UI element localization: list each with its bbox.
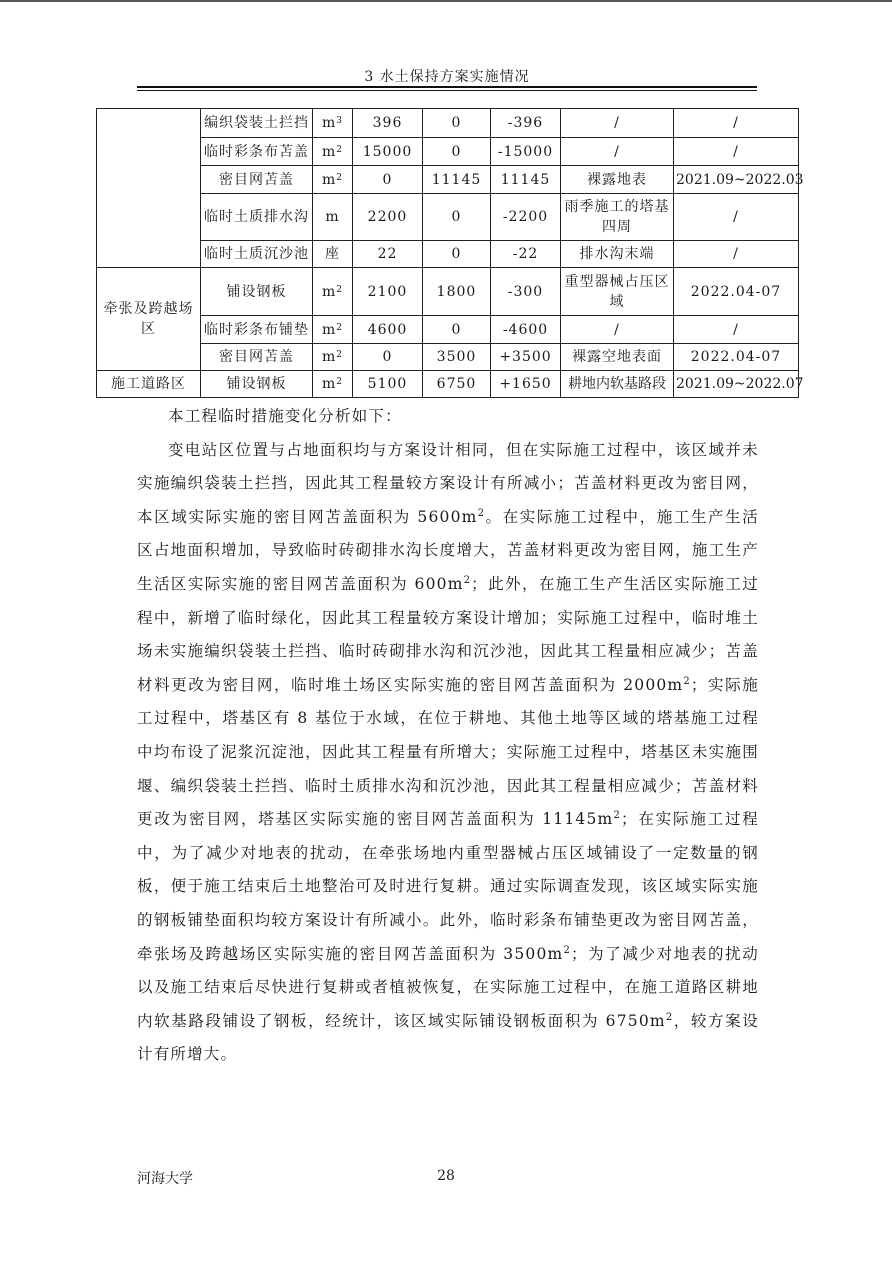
table-row [97,344,799,371]
table-row [97,241,799,268]
unit-cell: 座 [313,241,353,268]
intro-paragraph: 本工程临时措施变化分析如下： [168,407,402,425]
actual-cell: 0 [423,316,491,344]
actual-cell: 0 [423,138,491,166]
unit-cell: $m^2$ [313,138,353,166]
time-cell: / [674,316,799,344]
location-cell: / [561,316,674,344]
location-cell: / [561,109,674,138]
header-rule-thin [137,90,757,91]
measure-cell: 临时彩条布铺垫 [201,316,313,344]
plan-cell: 15000 [353,138,423,166]
table-row [97,371,799,398]
plan-cell: 2200 [353,194,423,241]
time-cell: 2021.09~2022.07 [674,371,799,398]
time-cell: / [674,138,799,166]
time-cell: 2022.04-07 [674,268,799,316]
actual-cell: 1800 [423,268,491,316]
unit-cell: $m^2$ [313,344,353,371]
area-cell: 施工道路区 [97,371,201,398]
change-cell: 11145 [491,166,561,194]
top-border-line [0,0,892,2]
change-cell: -15000 [491,138,561,166]
actual-cell: 6750 [423,371,491,398]
table-row [97,138,799,166]
running-header: 3 水土保持方案实施情况 [364,69,530,85]
plan-cell: 396 [353,109,423,138]
unit-cell: $m^2$ [313,316,353,344]
plan-cell: 0 [353,344,423,371]
temporary-measures-table [96,108,804,398]
measure-cell: 密目网苫盖 [201,166,313,194]
time-cell: / [674,194,799,241]
unit-cell: $m^2$ [313,371,353,398]
measure-cell: 铺设钢板 [201,268,313,316]
plan-cell: 0 [353,166,423,194]
location-cell: 重型器械占压区域 [561,268,674,316]
plan-cell: 5100 [353,371,423,398]
actual-cell: 0 [423,241,491,268]
location-cell: 排水沟末端 [561,241,674,268]
table-row [97,109,799,138]
change-cell: -22 [491,241,561,268]
footer-university: 河海大学 [137,1171,193,1187]
actual-cell: 3500 [423,344,491,371]
area-cell-continued [97,109,201,268]
change-cell: -300 [491,268,561,316]
page-number: 28 [437,1168,455,1184]
measure-cell: 临时土质沉沙池 [201,241,313,268]
plan-cell: 4600 [353,316,423,344]
time-cell: / [674,241,799,268]
area-cell: 牵张及跨越场区 [97,268,201,371]
location-cell: 裸露空地表面 [561,344,674,371]
location-cell: / [561,138,674,166]
measure-cell: 临时彩条布苫盖 [201,138,313,166]
unit-cell: m [313,194,353,241]
change-cell: -2200 [491,194,561,241]
change-cell: -396 [491,109,561,138]
location-cell: 耕地内软基路段 [561,371,674,398]
header-rule-thick [137,86,757,88]
table-row [97,166,799,194]
table-row [97,268,799,316]
location-cell: 雨季施工的塔基四周 [561,194,674,241]
time-cell: 2022.04-07 [674,344,799,371]
time-cell: 2021.09~2022.03 [674,166,799,194]
body-text [137,400,759,1072]
actual-cell: 0 [423,194,491,241]
unit-cell: $m^3$ [313,109,353,138]
change-cell: +1650 [491,371,561,398]
measure-cell: 临时土质排水沟 [201,194,313,241]
measure-cell: 铺设钢板 [201,371,313,398]
actual-cell: 11145 [423,166,491,194]
location-cell: 裸露地表 [561,166,674,194]
table-row [97,194,799,241]
measure-cell: 编织袋装土拦挡 [201,109,313,138]
measure-cell: 密目网苫盖 [201,344,313,371]
plan-cell: 22 [353,241,423,268]
time-cell: / [674,109,799,138]
unit-cell: $m^2$ [313,268,353,316]
table-row [97,316,799,344]
unit-cell: $m^2$ [313,166,353,194]
actual-cell: 0 [423,109,491,138]
change-cell: +3500 [491,344,561,371]
change-cell: -4600 [491,316,561,344]
analysis-paragraph: 变电站区位置与占地面积均与方案设计相同，但在实际施工过程中，该区域并未实施编织袋装土拦挡，因此其工程量较方案设计有所减小；苫盖材料更改为密目网，本区域实际实施的密目网苫盖面积为 $5600m^2$。在实际施工过程中，施工生产生活区占地面积增加，导致临时砖砌排水沟长度增大，苫盖材料更改为密目网，施工生产生活区实际实施的密目网苫盖面积为 $600m^2$；此外，在施工生产生活区实际施工过程中，新增了临时绿化，因此其工程量较方案设计增加；实际施工过程中，临时堆土场未实施编织袋装土拦挡、临时砖砌排水沟和沉沙池，因此其工程量相应减少；苫盖材料更改为密目网，临时堆土场区实际实施的密目网苫盖面积为 $2000m^2$；实际施工过程中，塔基区有 8 基位于水域，在位于耕地、其他土地等区域的塔基施工过程中均布设了泥浆沉淀池，因此其工程量有所增大；实际施工过程中，塔基区未实施围堰、编织袋装土拦挡、临时土质排水沟和沉沙池，因此其工程量相应减少；苫盖材料更改为密目网，塔基区实际实施的密目网苫盖面积为 $11145m^2$；在实际施工过程中，为了减少对地表的扰动，在牵张场地内重型器械占压区域铺设了一定数量的钢板，便于施工结束后土地整治可及时进行复耕。通过实际调查发现，该区域实际实施的钢板铺垫面积均较方案设计有所减小。此外，临时彩条布铺垫更改为密目网苫盖，牵张场及跨越场区实际实施的密目网苫盖面积为 $3500m^2$；为了减少对地表的扰动以及施工结束后尽快进行复耕或者植被恢复，在实际施工过程中，在施工道路区耕地内软基路段铺设了钢板，经统计，该区域实际铺设钢板面积为 $6750m^2$，较方案设计有所增大。 [137,440,759,1064]
plan-cell: 2100 [353,268,423,316]
